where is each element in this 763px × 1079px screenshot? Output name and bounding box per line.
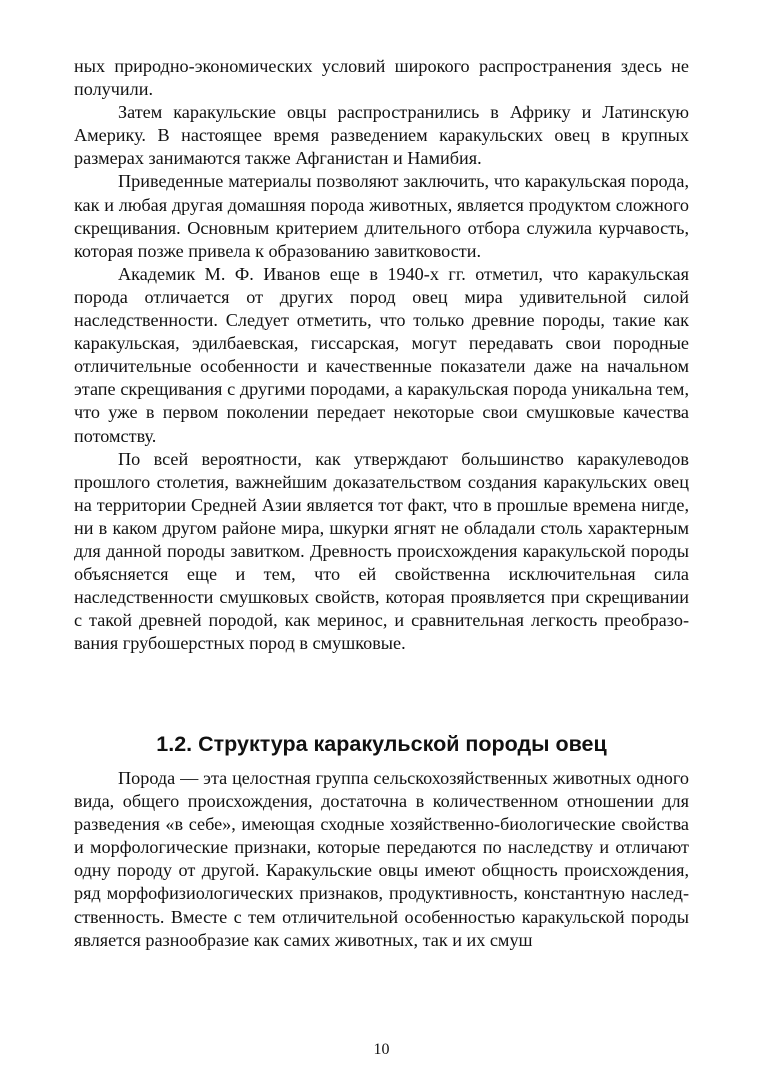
paragraph-breed-definition: Порода — эта целостная группа сельскохозяйственных животных одного вида, общего происхождения, достаточна в количественном отношении для разведения «в себе», имеющая сходные хозяйственно-биологические свойства и морфологические признаки, которые передаются по наследству и отличают одну породу от другой. Каракульские овцы имеют общность происхождения, ряд морфофизиологических признаков, продуктивность, константную наследственность. Вместе с тем отличительной особенностью каракульской породы является разнообразие как самих животных, так и их смуш — [74, 768, 689, 950]
paragraph-central-asia-origin: По всей вероятности, как утверждают большинство каракулеводов прошлого столетия, важнейшим доказательством создания каракульских овец на территории Средней Азии является тот факт, что в прошлые времена нигде, ни в каком другом районе мира, шкурки ягнят не обладали столь характерным для данной породы завитком. Древность происхождения каракульской породы объясняется еще и тем, что ей свойственна исключительная сила наследственности смушковых свойств, которая проявляется при скрещивании с такой древней породой, как меринос, и сравнительная легкость преобразования грубошерстных пород в смушковые. — [74, 448, 689, 654]
page-number: 10 — [373, 1041, 390, 1058]
paragraph-ivanov-heredity: Академик М. Ф. Иванов еще в 1940-х гг. отметил, что каракульская порода отличается от других пород овец мира удивительной силой наследственности. Следует отметить, что только древние породы, такие как каракульская, эдилбаевская, гиссарская, могут передавать свои породные отличительные особенности и качественные показатели даже на начальном этапе скрещивания с другими породами, а каракульская порода уникальна тем, что уже в первом поколении передает некоторые свои смушковые качества потомству. — [74, 263, 689, 446]
paragraph-complex-crossing: Приведенные материалы позволяют заключить, что каракульская порода, как и любая другая домашняя порода животных, является продуктом сложного скрещивания. Основным критерием длительного отбора служила курчавость, которая позже привела к образованию завитковости. — [74, 171, 689, 261]
paragraph-spread-africa: Затем каракульские овцы распространились в Африку и Латинскую Америку. В настоящее время разведением каракульских овец в крупных размерах занимаются также Афганистан и Намибия. — [74, 102, 689, 169]
body-text-bottom — [74, 767, 689, 952]
body-text-top — [74, 55, 689, 655]
paragraph-continuation: ных природно-экономических условий широкого распространения здесь не получили. — [74, 56, 689, 100]
section-heading: 1.2. Структура каракульской породы овец — [156, 732, 607, 756]
